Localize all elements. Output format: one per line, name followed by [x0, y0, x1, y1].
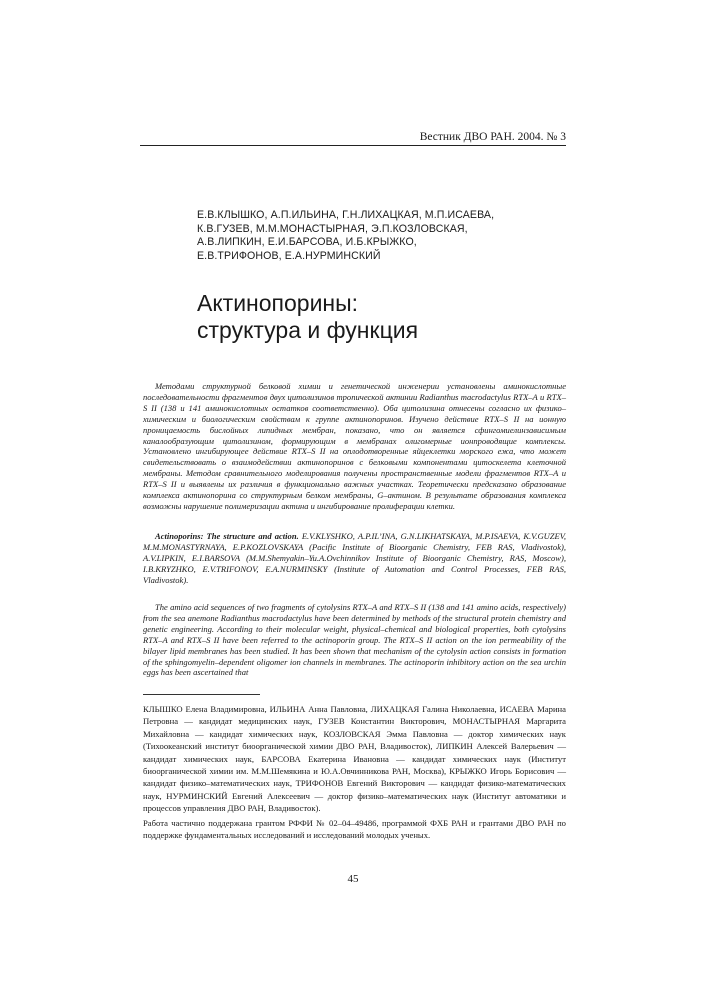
header-rule [140, 145, 566, 146]
abstract-russian [143, 381, 566, 512]
abstract-english-authors-paragraph [143, 531, 566, 586]
abstract-english-text: The amino acid sequences of two fragments of cytolysins RTX–A and RTX–S II (138 and 141 amino acids, respectively) from the sea anemone Radianthus macrodactylus have been determined by methods of the structural protein chemistry and genetic engineering. According to their molecular weight, physical–chemical and biological properties, both cytolysins RTX–A and RTX–S II have been referred to the actinoporin group. The RTX–S II action on the ion permeability of the bilayer lipid membranes has been studied. It has been shown that mechanism of the cytolysin action consists in formation of the sphingomyelin–dependent oligomer ion channels in membranes. The actinoporin inhibitory action on the sea urchin eggs has been ascertained that [143, 602, 566, 678]
title-line: Актинопорины: [197, 290, 359, 316]
abstract-english [143, 602, 566, 678]
author-line: Е.В.ТРИФОНОВ, Е.А.НУРМИНСКИЙ [197, 249, 381, 262]
author-line: Е.В.КЛЫШКО, А.П.ИЛЬИНА, Г.Н.ЛИХАЦКАЯ, М.П.ИСАЕВА, [197, 209, 495, 221]
abstract-english-heading [143, 531, 566, 586]
journal-header: Вестник ДВО РАН. 2004. № 3 [419, 131, 566, 143]
abstract-russian-text: Методами структурной белковой химии и генетической инженерии установлены аминокислотные последовательности фрагментов двух цитолизинов тропической актинии Radianthus macrodactylus RTX–A и RTX–S II (138 и 141 аминокислотных остатков соответственно). Оба цитолизина отнесены согласно их физико–химическим и биологическим свойствам к группе актинопоринов. Изучено действие RTX–S II на ионную проницаемость бислойных липидных мембран, показано, что он является сфингомиелинзависимым каналообразующим цитолизином, формирующим в мембранах олигомерные ионпроводящие комплексы. Установлено ингибирующее действие RTX–S II на оплодотворенные яйцеклетки морского ежа, что может свидетельствовать о взаимодействии актинопоринов с белковыми компонентами цитоскелета клеточной мембраны. Методом сравнительного моделирования получены пространственные модели фрагментов RTX–A и RTX–S II и выявлены их различия в функционально важных участках. Теоретически предсказано образование комплекса актинопорина со структурным белком мембраны, G–актином. В результате образования комплекса возможны нарушение полимеризации актина и ингибирование пролиферации клетки. [143, 381, 566, 511]
author-line: К.В.ГУЗЕВ, М.М.МОНАСТЫРНАЯ, Э.П.КОЗЛОВСКАЯ, [197, 222, 468, 235]
author-line: А.В.ЛИПКИН, Е.И.БАРСОВА, И.Б.КРЫЖКО, [197, 236, 417, 248]
footnote-authors: КЛЫШКО Елена Владимировна, ИЛЬИНА Анна Павловна, ЛИХАЦКАЯ Галина Николаевна, ИСАЕВА Марина Петровна — кандидат медицинских наук, ГУЗЕВ Константин Викторович, МОНАСТЫРНАЯ Маргарита Михайловна — кандидат химических наук, КОЗЛОВСКАЯ Эмма Павловна — доктор химических наук (Тихоокеанский институт биоорганической химии ДВО РАН, Владивосток), ЛИПКИН Алексей Валерьевич — кандидат химических наук, БАРСОВА Екатерина Ивановна — кандидат химических наук (Институт биоорганической химии им. М.М.Шемякина и Ю.А.Овчинникова РАН, Москва), КРЫЖКО Игорь Борисович — кандидат физико–математических наук, ТРИФОНОВ Евгений Викторович — кандидат физико-математических наук, НУРМИНСКИЙ Евгений Алексеевич — доктор физико–математических наук (Институт автоматики и процессов управления ДВО РАН, Владивосток). [143, 704, 566, 814]
title-line: структура и функция [197, 317, 419, 343]
footnote-grant: Работа частично поддержана грантом РФФИ № 02–04–49486, программой ФХБ РАН и грантами ДВО РАН по поддержке фундаментальных исследований и исследований молодых ученых. [143, 818, 566, 841]
article-title [197, 290, 567, 344]
footnote-rule [143, 694, 260, 695]
page-number: 45 [347, 873, 359, 885]
author-list [197, 209, 567, 263]
abstract-english-title: Actinoporins: The structure and action. [155, 531, 299, 541]
abstract-english-authors: E.V.KLYSHKO, A.P.IL’INA, G.N.LIKHATSKAYA, M.P.ISAEVA, K.V.GUZEV, M.M.MONASTYRNAYA, E.P.KOZLOVSKAYA (Pacific Institute of Bioorganic Chemistry, FEB RAS, Vladivostok), A.V.LIPKIN, E.I.BARSOVA (M.M.Shemyakin–Yu.A.Ovchinnikov Institute of Bioorganic Chemistry, RAS, Moscow), I.B.KRYZHKO, E.V.TRIFONOV, E.A.NURMINSKY (Institute of Automation and Control Processes, FEB RAS, Vladivostok). [143, 531, 567, 585]
